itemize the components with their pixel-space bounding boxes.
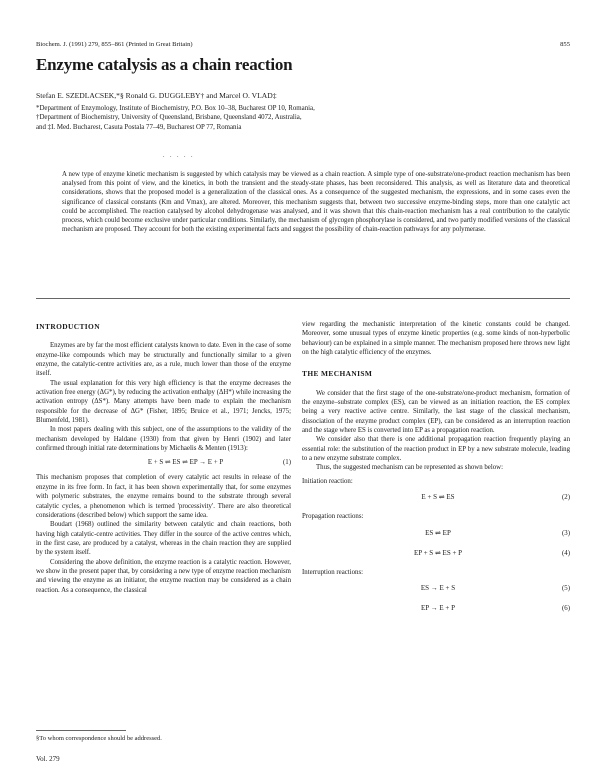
equation-4	[302, 544, 570, 564]
volume-label: Vol. 279	[36, 755, 60, 763]
equation-1	[36, 456, 291, 468]
propagation-label: Propagation reactions:	[302, 513, 364, 521]
equation-body: ES → E + S	[420, 584, 456, 593]
page-number: 855	[560, 41, 570, 48]
paragraph: Boudart (1968) outlined the similarity between catalytic and chain reactions, both having high catalytic-centre activities. They differ in the source of the active centres which, in the first case, are produced by a catalyst, whereas in the chain reaction they are supplied by the system itself.	[36, 521, 291, 557]
equation-6	[302, 599, 570, 619]
affiliation-line: †Department of Biochemistry, University of Queensland, Brisbane, Queensland 4072, Australia,	[36, 114, 302, 122]
right-column	[302, 320, 570, 619]
section-heading: INTRODUCTION	[36, 322, 100, 331]
footnote-rule	[36, 730, 126, 731]
equation-number: (2)	[562, 494, 570, 502]
paragraph: Enzymes are by far the most efficient catalysts known to date. Even in the case of some enzyme-like compounds which may be structurally and functionally similar to a given enzyme, the catalytic-centre activities are, as a rule, much lower than those of the enzyme itself.	[36, 342, 291, 378]
equation-number: (6)	[562, 605, 570, 613]
equation-body: E + S ⇌ ES	[421, 493, 455, 502]
equation-body: EP → E + P	[420, 604, 456, 613]
equation-5	[302, 579, 570, 599]
equation-number: (3)	[562, 529, 570, 537]
interruption-label: Interruption reactions:	[302, 568, 364, 576]
paragraph: In most papers dealing with this subject, one of the assumptions to the validity of the mechanism developed by Haldane (1930) from that given by Henri (1902) and later confirmed through initial rate determinations by Michaelis & Menten (1913):	[36, 426, 291, 453]
paragraph: The usual explanation for this very high efficiency is that the enzyme decreases the activation free energy (ΔG*), by reducing the activation enthalpy (ΔH*) while increasing the activation entropy (ΔS*). Many attempts have been made to explain the mechanism responsible for the decrease of ΔG* (Fisher, 1895; Bruice et al., 1971; Jencks, 1975; Blumenfeld, 1981).	[36, 379, 291, 425]
equation-body: EP + S ⇌ ES + P	[413, 548, 463, 557]
initiation-label: Initiation reaction:	[302, 477, 353, 485]
paragraph: We consider that the first stage of the one-substrate/one-product mechanism, formation of the enzyme–substrate complex (ES), can be viewed as an initiation reaction, the ES complex being a very reactive active centre. Similarly, the last stage of the classical mechanism, dissociation of the enzyme product complex (EP), can be considered as an interruption reaction and the stage where ES is converted into EP as a propagation reaction.	[302, 389, 570, 435]
paragraph: Thus, the suggested mechanism can be represented as shown below:	[316, 464, 504, 472]
divider	[36, 298, 570, 299]
paragraph: Considering the above definition, the enzyme reaction is a catalytic reaction. However, we show in the present paper that, by considering a new type of enzyme reaction mechanism and viewing the enzyme as an initiator, the enzyme reaction may be considered as a chain reaction. As a consequence, the classical	[36, 558, 291, 594]
paragraph: view regarding the mechanistic interpretation of the kinetic constants could be changed. Moreover, some unusual types of enzyme kinetic properties (e.g. some kinds of non-hyperbolic behaviour) can be explained in a simple manner. The mechanism proposed here throws new light on the high catalytic efficiency of the enzymes.	[302, 321, 570, 357]
left-column	[36, 322, 291, 595]
equation-number: (1)	[283, 458, 291, 466]
paper-title: Enzyme catalysis as a chain reaction	[36, 55, 293, 74]
running-header	[36, 41, 570, 48]
equation-2	[302, 488, 570, 508]
equation-body: ES ⇌ EP	[425, 528, 451, 537]
footnote: §To whom correspondence should be addressed.	[36, 735, 162, 742]
equation-body: E + S ⇌ ES ⇌ EP → E + P	[147, 458, 224, 466]
journal-citation: Biochem. J. (1991) 279, 855–861 (Printed in Great Britain)	[36, 41, 193, 48]
section-heading: THE MECHANISM	[302, 369, 373, 379]
equation-number: (4)	[562, 549, 570, 557]
affiliation-line: and ‡I. Med. Bucharest, Casuta Postala 77–49, Bucharest OP 77, Romania	[36, 123, 242, 131]
paragraph: We consider also that there is one additional propagation reaction frequently playing an essential role: the substitution of the reaction product in EP by a new substrate molecule, leading to a new enzyme substrate complex.	[302, 436, 570, 463]
equation-3	[302, 524, 570, 544]
author-list: Stefan E. SZEDLACSEK,*§ Ronald G. DUGGLEBY† and Marcel O. VLAD‡	[36, 91, 277, 100]
affiliation-line: *Department of Enzymology, Institute of Biochemistry, P.O. Box 10–38, Bucharest OP 10, Romania,	[36, 105, 315, 112]
equation-number: (5)	[562, 585, 570, 593]
paragraph: This mechanism proposes that completion of every catalytic act results in release of the enzyme in its free form. In fact, it has been shown experimentally that, for some enzymes with polymeric substrates, the enzyme remains bound to the substrate through several catalytic cycles, a phenomenon which is termed 'processivity'. There are also theoretical considerations (described below) which support the same idea.	[36, 474, 291, 519]
abstract: A new type of enzyme kinetic mechanism is suggested by which catalysis may be viewed as a chain reaction. A simple type of one-substrate/one-product reaction mechanism has been analysed from this point of view, and the kinetics, in both the transient and the steady-state phases, has been reconsidered. This analysis, as well as literature data and theoretical considerations, shows that the proposed model is a generalization of the classical ones. As a consequence of the suggested mechanism, the expressions, and in some cases even the significance of classical constants (Km and Vmax), are altered. Moreover, this mechanism suggests that, between two successive enzyme-binding steps, more than one catalytic act could be accomplished. The reaction catalysed by alcohol dehydrogenase was analysed, and it was shown that this chain-reaction mechanism has a real contribution to the catalytic process, which could become exclusive under particular conditions. Similarly, the mechanism of glycogen phosphorylase is considered, and two partly modified versions of the classical mechanism are proposed. They account for both the existing experimental facts and suggest the possibility of chain-reaction pathways for any polymerase.	[62, 171, 570, 234]
separator-dots: . . . . .	[163, 153, 195, 159]
affiliations	[36, 104, 576, 132]
